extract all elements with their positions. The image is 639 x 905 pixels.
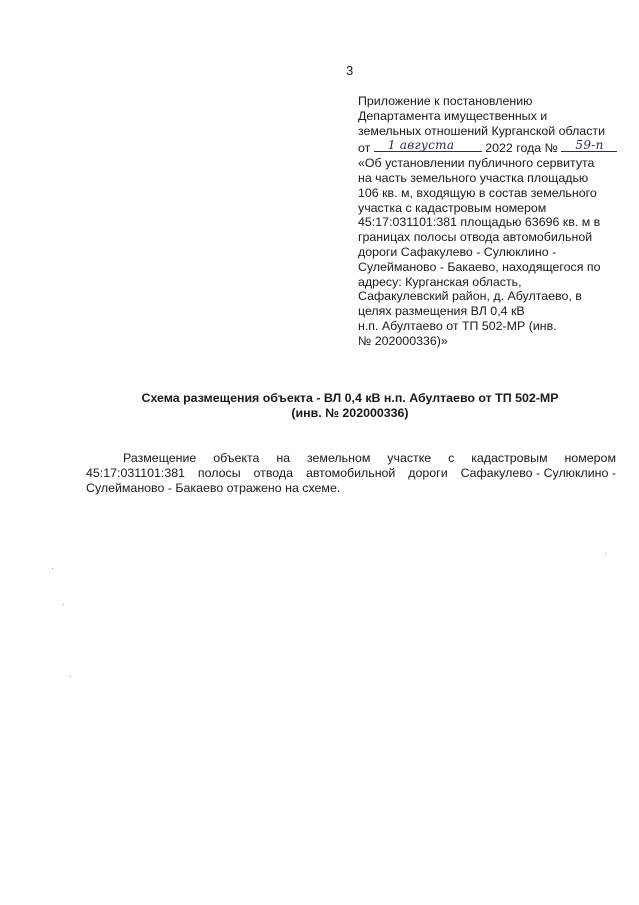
- body-word: участке: [387, 451, 432, 465]
- body-word: автомобильной: [305, 466, 396, 480]
- body-word: земельном: [307, 451, 371, 465]
- title-line: (инв. № 202000336): [291, 406, 409, 420]
- number-blank: [561, 138, 617, 152]
- date-prefix: от: [358, 141, 371, 156]
- appendix-date-line: [358, 138, 620, 156]
- appendix-line: 106 кв. м, входящую в состав земельного: [358, 185, 597, 200]
- appendix-line: № 202000336)»: [358, 333, 448, 348]
- title-line: Схема размещения объекта - ВЛ 0,4 кВ н.п. Абултаево от ТП 502-МР: [141, 391, 559, 405]
- appendix-line: на часть земельного участка площадью: [358, 170, 589, 185]
- appendix-line: целях размещения ВЛ 0,4 кВ: [358, 304, 525, 319]
- appendix-block: [358, 94, 620, 349]
- appendix-line: Сафакулевский район, д. Абултаево, в: [358, 289, 582, 304]
- body-word: Размещение: [123, 451, 197, 465]
- body-word: объекта: [213, 451, 260, 465]
- body-word: номером: [564, 451, 616, 465]
- scan-speck: [605, 553, 606, 554]
- handwritten-number: 59-п: [575, 137, 604, 152]
- body-line-1: [86, 451, 616, 466]
- body-line-3: Сулейманово - Бакаево отражено на схеме.: [86, 481, 341, 495]
- date-blank: [374, 138, 482, 152]
- year-text: 2022 года №: [485, 141, 558, 156]
- body-word: 45:17:031101:381: [86, 466, 185, 480]
- appendix-line: дороги Сафакулево - Сулюклино -: [358, 244, 557, 259]
- appendix-line: земельных отношений Курганской области: [358, 123, 605, 138]
- page-number: 3: [346, 63, 354, 78]
- scan-speck: [63, 604, 64, 605]
- scan-speck: [70, 676, 71, 677]
- body-word: с: [448, 451, 455, 465]
- body-line-2: [86, 466, 616, 481]
- scan-speck: [52, 568, 53, 569]
- appendix-line: н.п. Абултаево от ТП 502-МР (инв.: [358, 318, 557, 333]
- body-word: дороги: [408, 466, 448, 480]
- appendix-line: 45:17:031101:381 площадью 63696 кв. м в: [358, 215, 601, 230]
- appendix-line: «Об установлении публичного сервитута: [358, 156, 595, 171]
- body-word: Сафакулево - Сулюклино -: [460, 466, 616, 480]
- body-word: кадастровым: [471, 451, 548, 465]
- appendix-line: границах полосы отвода автомобильной: [358, 230, 593, 245]
- appendix-line: Приложение к постановлению: [358, 94, 533, 108]
- body-word: отвода: [253, 466, 294, 480]
- appendix-line: адресу: Курганская область,: [358, 274, 522, 289]
- body-word: полосы: [197, 466, 241, 480]
- body-word: на: [276, 451, 291, 465]
- body-paragraph: [86, 451, 616, 496]
- document-title: [60, 391, 639, 421]
- handwritten-date: 1 августа: [387, 137, 455, 152]
- appendix-line: Департамента имущественных и: [358, 108, 548, 123]
- appendix-line: Сулейманово - Бакаево, находящегося по: [358, 259, 601, 274]
- appendix-line: участка с кадастровым номером: [358, 200, 547, 215]
